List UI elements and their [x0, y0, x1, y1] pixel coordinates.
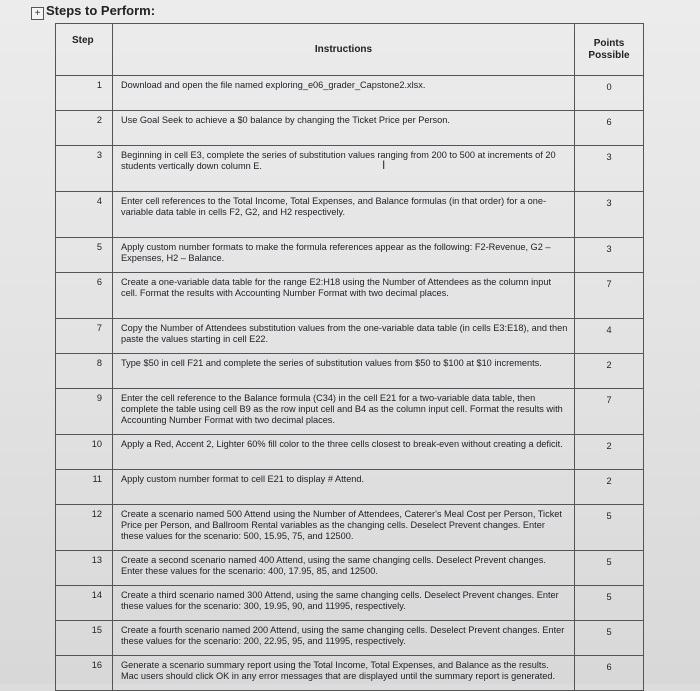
instruction-text: Use Goal Seek to achieve a $0 balance by changing the Ticket Price per Person. — [121, 115, 450, 125]
table-row — [56, 505, 644, 551]
points-cell: 7 — [575, 389, 644, 435]
steps-table — [55, 23, 644, 691]
instruction-cell — [113, 319, 575, 354]
points-cell: 6 — [575, 656, 644, 691]
column-header-step: Step — [56, 24, 113, 76]
step-number-cell: 10 — [56, 435, 113, 470]
table-row — [56, 435, 644, 470]
column-header-points: Points Possible — [575, 24, 644, 76]
instruction-text: Type $50 in cell F21 and complete the series of substitution values from $50 to $100 at $10 increments. — [121, 358, 542, 368]
points-cell: 2 — [575, 435, 644, 470]
step-number-cell: 14 — [56, 586, 113, 621]
table-row — [56, 319, 644, 354]
table-row — [56, 621, 644, 656]
column-header-instructions: Instructions — [113, 24, 575, 76]
points-cell: 6 — [575, 111, 644, 146]
instruction-text: Create a third scenario named 300 Attend, using the same changing cells. Deselect Prevent changes. Enter these values for the scenario: 300, 19.95, 90, and 11995, respectively. — [121, 590, 559, 611]
instruction-cell — [113, 435, 575, 470]
instruction-cell — [113, 273, 575, 319]
table-row — [56, 238, 644, 273]
step-number-cell: 9 — [56, 389, 113, 435]
instruction-text: Create a scenario named 500 Attend using the Number of Attendees, Caterer's Meal Cost per Person, Ticket Price per Person, and Ballroom Rental variables as the changing cells. Deselect Prevent changes. Enter these values for the scenario: 500, 15.95, 75, and 12500. — [121, 509, 562, 541]
instruction-text: Apply a Red, Accent 2, Lighter 60% fill color to the three cells closest to break-even without creating a deficit. — [121, 439, 563, 449]
table-move-handle-icon[interactable]: + — [31, 7, 44, 20]
step-number-cell: 8 — [56, 354, 113, 389]
step-number-cell: 2 — [56, 111, 113, 146]
instruction-cell — [113, 551, 575, 586]
step-number-cell: 15 — [56, 621, 113, 656]
table-row — [56, 586, 644, 621]
step-number-cell: 4 — [56, 192, 113, 238]
text-cursor-icon: I — [381, 158, 386, 172]
step-number-cell: 12 — [56, 505, 113, 551]
step-number-cell: 13 — [56, 551, 113, 586]
table-row — [56, 76, 644, 111]
points-cell: 3 — [575, 192, 644, 238]
instruction-cell — [113, 470, 575, 505]
instruction-cell — [113, 586, 575, 621]
table-row — [56, 354, 644, 389]
instruction-cell — [113, 656, 575, 691]
instruction-cell — [113, 354, 575, 389]
points-cell: 3 — [575, 238, 644, 273]
step-number-cell: 1 — [56, 76, 113, 111]
instruction-text: Apply custom number format to cell E21 to display # Attend. — [121, 474, 365, 484]
instruction-cell — [113, 389, 575, 435]
instruction-cell — [113, 146, 575, 192]
instruction-cell — [113, 505, 575, 551]
points-cell: 4 — [575, 319, 644, 354]
instruction-cell — [113, 111, 575, 146]
table-row — [56, 192, 644, 238]
points-cell: 2 — [575, 354, 644, 389]
instruction-cell — [113, 76, 575, 111]
points-cell: 5 — [575, 621, 644, 656]
points-cell: 7 — [575, 273, 644, 319]
step-number-cell: 5 — [56, 238, 113, 273]
points-cell: 5 — [575, 551, 644, 586]
instruction-cell — [113, 192, 575, 238]
step-number-cell: 11 — [56, 470, 113, 505]
instruction-text: Enter cell references to the Total Income, Total Expenses, and Balance formulas (in that order) for a one-variable data table in cells F2, G2, and H2 respectively. — [121, 196, 547, 217]
step-number-cell: 7 — [56, 319, 113, 354]
table-row — [56, 551, 644, 586]
points-cell: 0 — [575, 76, 644, 111]
instruction-text: Enter the cell reference to the Balance formula (C34) in the cell E21 for a two-variable data table, then complete the table using cell B9 as the row input cell and B4 as the column input cell. Format the results with Accounting Number Format with two decimal places. — [121, 393, 563, 425]
table-header-row — [56, 24, 644, 76]
instruction-text: Create a fourth scenario named 200 Attend, using the same changing cells. Deselect Prevent changes. Enter these values for the scenario: 200, 22.95, 95, and 11995, respectively. — [121, 625, 565, 646]
instruction-cell — [113, 621, 575, 656]
table-row — [56, 656, 644, 691]
table-row — [56, 389, 644, 435]
points-cell: 3 — [575, 146, 644, 192]
table-row — [56, 146, 644, 192]
instruction-text: Apply custom number formats to make the formula references appear as the following: F2-Revenue, G2 – Expenses, H2 – Balance. — [121, 242, 551, 263]
points-cell: 5 — [575, 505, 644, 551]
instruction-text: Download and open the file named exploring_e06_grader_Capstone2.xlsx. — [121, 80, 426, 90]
instruction-text: Beginning in cell E3, complete the series of substitution values ranging from 200 to 500 at increments of 20 students vertically down column E. — [121, 150, 556, 171]
points-cell: 5 — [575, 586, 644, 621]
step-number-cell: 16 — [56, 656, 113, 691]
instruction-text: Generate a scenario summary report using the Total Income, Total Expenses, and Balance as the results. Mac users should click OK in any error messages that are displayed until the summary report is generated. — [121, 660, 556, 681]
table-row — [56, 470, 644, 505]
step-number-cell: 3 — [56, 146, 113, 192]
instruction-text: Create a one-variable data table for the range E2:H18 using the Number of Attendees as the column input cell. Format the results with Accounting Number Format with two decimal places. — [121, 277, 552, 298]
instruction-cell — [113, 238, 575, 273]
page-heading: Steps to Perform: — [46, 3, 156, 18]
instruction-text: Copy the Number of Attendees substitution values from the one-variable data table (in cells E3:E18), and then paste the values starting in cell E22. — [121, 323, 568, 344]
table-row — [56, 111, 644, 146]
step-number-cell: 6 — [56, 273, 113, 319]
table-row — [56, 273, 644, 319]
instruction-text: Create a second scenario named 400 Attend, using the same changing cells. Deselect Prevent changes. Enter these values for the scenario: 400, 17.95, 85, and 12500. — [121, 555, 546, 576]
points-cell: 2 — [575, 470, 644, 505]
